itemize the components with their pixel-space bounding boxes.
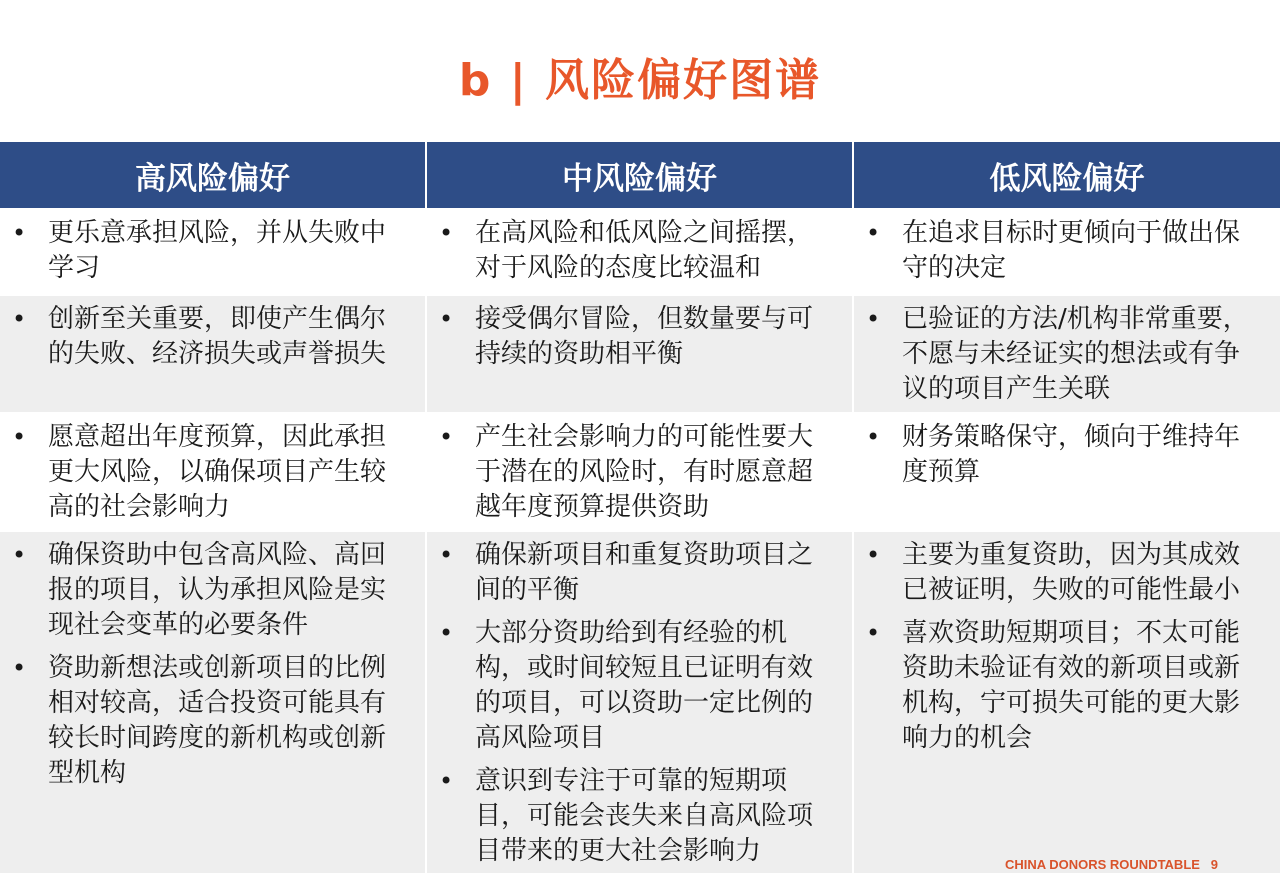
bullet-item: • 接受偶尔冒险，但数量要与可持续的资助相平衡 xyxy=(437,302,834,372)
cell-medium-risk xyxy=(427,530,854,873)
header-medium-risk: 中风险偏好 xyxy=(427,142,854,208)
header-low-risk: 低风险偏好 xyxy=(854,142,1280,208)
header-row xyxy=(0,142,1280,208)
bullet-item: • 更乐意承担风险，并从失败中学习 xyxy=(10,216,407,286)
table-row xyxy=(0,294,1280,412)
cell-high-risk xyxy=(0,530,427,873)
footer-brand-page-number: CHINA DONORS ROUNDTABLE 9 xyxy=(1004,857,1218,872)
bullet-item: • 大部分资助给到有经验的机构，或时间较短且已证明有效的项目，可以资助一定比例的高风险项目 xyxy=(437,616,834,756)
page-title: b | 风险偏好图谱 xyxy=(458,55,822,106)
bullet-item: • 财务策略保守，倾向于维持年度预算 xyxy=(864,420,1262,490)
bullet-item: • 喜欢资助短期项目；不太可能资助未验证有效的新项目或新机构，宁可损失可能的更大影响力的机会 xyxy=(864,616,1262,756)
bullet-item: • 已验证的方法/机构非常重要，不愿与未经证实的想法或有争议的项目产生关联 xyxy=(864,302,1262,407)
cell-low-risk xyxy=(854,208,1280,294)
cell-low-risk xyxy=(854,412,1280,530)
cell-high-risk xyxy=(0,294,427,412)
cell-high-risk xyxy=(0,208,427,294)
cell-low-risk xyxy=(854,530,1280,873)
bullet-item: • 产生社会影响力的可能性要大于潜在的风险时，有时愿意超越年度预算提供资助 xyxy=(437,420,834,525)
bullet-item: • 确保资助中包含高风险、高回报的项目，认为承担风险是实现社会变革的必要条件 xyxy=(10,538,407,643)
header-high-risk: 高风险偏好 xyxy=(0,142,427,208)
table-row xyxy=(0,208,1280,294)
cell-medium-risk xyxy=(427,412,854,530)
table-row xyxy=(0,530,1280,873)
bullet-item: • 意识到专注于可靠的短期项目，可能会丧失来自高风险项目带来的更大社会影响力 xyxy=(437,764,834,869)
cell-high-risk xyxy=(0,412,427,530)
bullet-item: • 在高风险和低风险之间摇摆，对于风险的态度比较温和 xyxy=(437,216,834,286)
bullet-item: • 主要为重复资助，因为其成效已被证明，失败的可能性最小 xyxy=(864,538,1262,608)
bullet-item: • 愿意超出年度预算，因此承担更大风险，以确保项目产生较高的社会影响力 xyxy=(10,420,407,525)
cell-medium-risk xyxy=(427,294,854,412)
bullet-item: • 创新至关重要，即使产生偶尔的失败、经济损失或声誉损失 xyxy=(10,302,407,372)
risk-preference-table xyxy=(0,142,1280,873)
bullet-item: • 确保新项目和重复资助项目之间的平衡 xyxy=(437,538,834,608)
bullet-item: • 在追求目标时更倾向于做出保守的决定 xyxy=(864,216,1262,286)
table-row xyxy=(0,412,1280,530)
cell-medium-risk xyxy=(427,208,854,294)
cell-low-risk xyxy=(854,294,1280,412)
bullet-item: • 资助新想法或创新项目的比例相对较高，适合投资可能具有较长时间跨度的新机构或创新型机构 xyxy=(10,651,407,791)
